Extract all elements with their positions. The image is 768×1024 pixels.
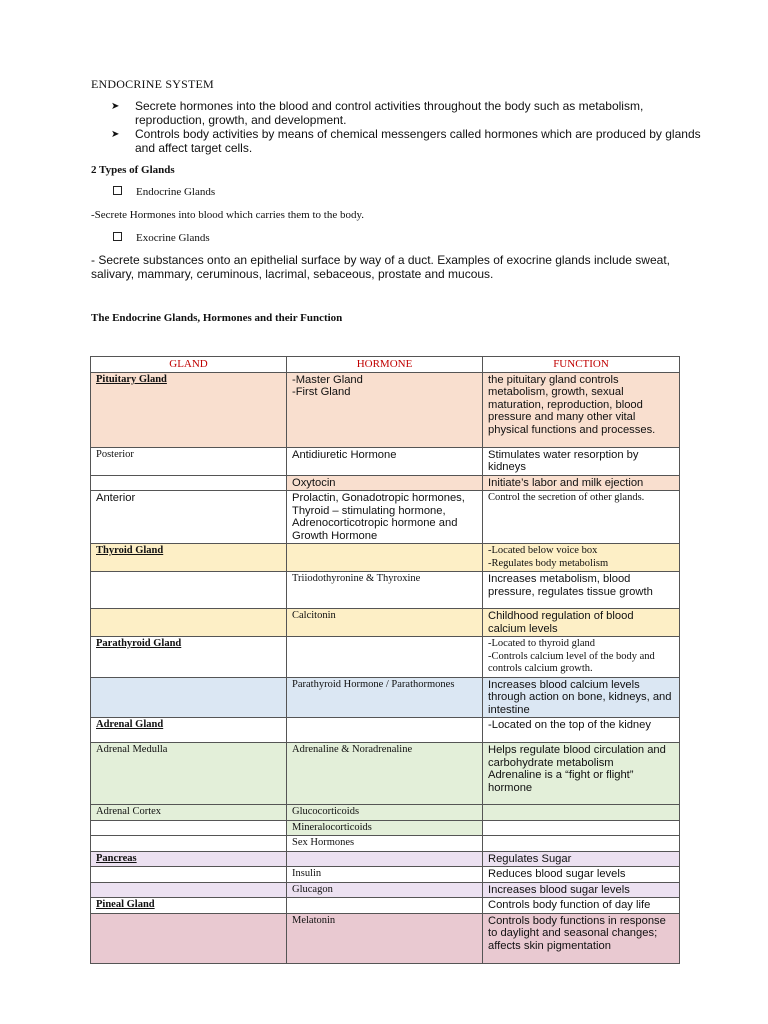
- function-cell: Increases metabolism, blood pressure, regulates tissue growth: [483, 572, 680, 609]
- table-row: [91, 475, 680, 491]
- table-row: [91, 898, 680, 914]
- header-gland: GLAND: [91, 357, 287, 373]
- gland-cell: Pineal Gland: [91, 898, 287, 914]
- table-row: [91, 867, 680, 883]
- gland-cell: Thyroid Gland: [91, 544, 287, 572]
- hormone-cell: Oxytocin: [287, 475, 483, 491]
- gland-cell: [91, 882, 287, 898]
- function-cell: Stimulates water resorption by kidneys: [483, 447, 680, 475]
- table-header-row: [91, 357, 680, 373]
- table-row: [91, 637, 680, 678]
- gland-cell: [91, 609, 287, 637]
- header-function: FUNCTION: [483, 357, 680, 373]
- function-line: Adrenaline is a “fight or flight” hormone: [488, 769, 634, 794]
- hormone-cell: Mineralocorticoids: [287, 820, 483, 836]
- gland-cell: Pituitary Gland: [91, 372, 287, 447]
- gland-cell: Adrenal Medulla: [91, 743, 287, 805]
- function-cell: Increases blood sugar levels: [483, 882, 680, 898]
- gland-cell: [91, 475, 287, 491]
- table-row: [91, 743, 680, 805]
- checkbox-bullet-icon: [113, 232, 122, 241]
- function-line: Helps regulate blood circulation and carbohydrate metabolism: [488, 744, 666, 769]
- table-row: [91, 836, 680, 852]
- function-line: -Regulates body metabolism: [488, 557, 609, 569]
- glands-table: [90, 356, 680, 964]
- function-cell: -Located on the top of the kidney: [483, 718, 680, 743]
- hormone-line: -Master Gland: [292, 373, 363, 386]
- function-line: -Located below voice box: [488, 545, 598, 556]
- hormone-cell: Sex Hormones: [287, 836, 483, 852]
- gland-cell: [91, 836, 287, 852]
- hormone-cell: [287, 851, 483, 867]
- table-row: [91, 820, 680, 836]
- bullet-item: [111, 100, 701, 127]
- hormone-cell: [287, 372, 483, 447]
- table-row: [91, 677, 680, 718]
- function-cell: [483, 637, 680, 678]
- hormone-cell: Calcitonin: [287, 609, 483, 637]
- table-row: [91, 913, 680, 963]
- gland-type-item: [113, 232, 210, 244]
- function-cell: [483, 805, 680, 821]
- bullet-text: Controls body activities by means of chemical messengers called hormones which are produced by glands and affect target cells.: [135, 127, 701, 155]
- table-row: [91, 491, 680, 544]
- gland-cell: Anterior: [91, 491, 287, 544]
- section-heading: 2 Types of Glands: [91, 164, 175, 176]
- hormone-cell: Glucagon: [287, 882, 483, 898]
- table-row: [91, 544, 680, 572]
- hormone-cell: Melatonin: [287, 913, 483, 963]
- page-title: ENDOCRINE SYSTEM: [91, 77, 214, 91]
- hormone-cell: [287, 718, 483, 743]
- arrow-bullet-icon: ➤: [111, 129, 120, 140]
- function-cell: Controls body functions in response to daylight and seasonal changes; affects skin pigmentation: [483, 913, 680, 963]
- gland-cell: Posterior: [91, 447, 287, 475]
- function-line: -Controls calcium level of the body and controls calcium growth.: [488, 650, 655, 674]
- bullet-item: [111, 128, 701, 155]
- gland-cell: [91, 677, 287, 718]
- bullet-text: Secrete hormones into the blood and control activities throughout the body such as metabolism, reproduction, growth, and development.: [135, 99, 644, 127]
- gland-cell: [91, 867, 287, 883]
- arrow-bullet-icon: ➤: [111, 101, 120, 112]
- function-cell: Control the secretion of other glands.: [483, 491, 680, 544]
- table-row: [91, 609, 680, 637]
- gland-type-description: - Secrete substances onto an epithelial surface by way of a duct. Examples of exocrine glands include sweat, salivary, mammary, ceruminous, lacrimal, sebaceous, prostate and mucous.: [91, 253, 670, 281]
- hormone-cell: Antidiuretic Hormone: [287, 447, 483, 475]
- function-line: -Located to thyroid gland: [488, 638, 596, 649]
- function-cell: [483, 820, 680, 836]
- hormone-cell: Parathyroid Hormone / Parathormones: [287, 677, 483, 718]
- gland-type-description: -Secrete Hormones into blood which carries them to the body.: [91, 209, 364, 221]
- function-cell: Reduces blood sugar levels: [483, 867, 680, 883]
- table-row: [91, 447, 680, 475]
- hormone-cell: Insulin: [287, 867, 483, 883]
- gland-cell: Pancreas: [91, 851, 287, 867]
- function-cell: Initiate’s labor and milk ejection: [483, 475, 680, 491]
- function-cell: [483, 544, 680, 572]
- hormone-cell: Prolactin, Gonadotropic hormones, Thyroid – stimulating hormone, Adrenocorticotropic hormone and Growth Hormone: [287, 491, 483, 544]
- hormone-cell: [287, 544, 483, 572]
- gland-type-item: [113, 186, 215, 198]
- hormone-cell: Adrenaline & Noradrenaline: [287, 743, 483, 805]
- gland-cell: Adrenal Gland: [91, 718, 287, 743]
- gland-cell: [91, 572, 287, 609]
- function-cell: [483, 836, 680, 852]
- header-hormone: HORMONE: [287, 357, 483, 373]
- gland-type-name: Endocrine Glands: [136, 186, 216, 198]
- table-row: [91, 372, 680, 447]
- function-cell: Regulates Sugar: [483, 851, 680, 867]
- gland-type-name: Exocrine Glands: [136, 232, 210, 244]
- gland-cell: [91, 913, 287, 963]
- hormone-cell: Glucocorticoids: [287, 805, 483, 821]
- function-cell: Controls body function of day life: [483, 898, 680, 914]
- table-title: The Endocrine Glands, Hormones and their Function: [91, 312, 343, 324]
- table-row: [91, 882, 680, 898]
- hormone-cell: [287, 637, 483, 678]
- hormone-cell: [287, 898, 483, 914]
- function-cell: Increases blood calcium levels through action on bone, kidneys, and intestine: [483, 677, 680, 718]
- table-row: [91, 718, 680, 743]
- function-cell: the pituitary gland controls metabolism, growth, sexual maturation, reproduction, blood pressure and many other vital physical functions and processes.: [483, 372, 680, 447]
- function-cell: [483, 743, 680, 805]
- hormone-line: -First Gland: [292, 386, 351, 398]
- function-cell: Childhood regulation of blood calcium levels: [483, 609, 680, 637]
- table-row: [91, 805, 680, 821]
- gland-cell: Parathyroid Gland: [91, 637, 287, 678]
- gland-cell: Adrenal Cortex: [91, 805, 287, 821]
- table-row: [91, 572, 680, 609]
- hormone-cell: Triiodothyronine & Thyroxine: [287, 572, 483, 609]
- table-row: [91, 851, 680, 867]
- checkbox-bullet-icon: [113, 186, 122, 195]
- gland-cell: [91, 820, 287, 836]
